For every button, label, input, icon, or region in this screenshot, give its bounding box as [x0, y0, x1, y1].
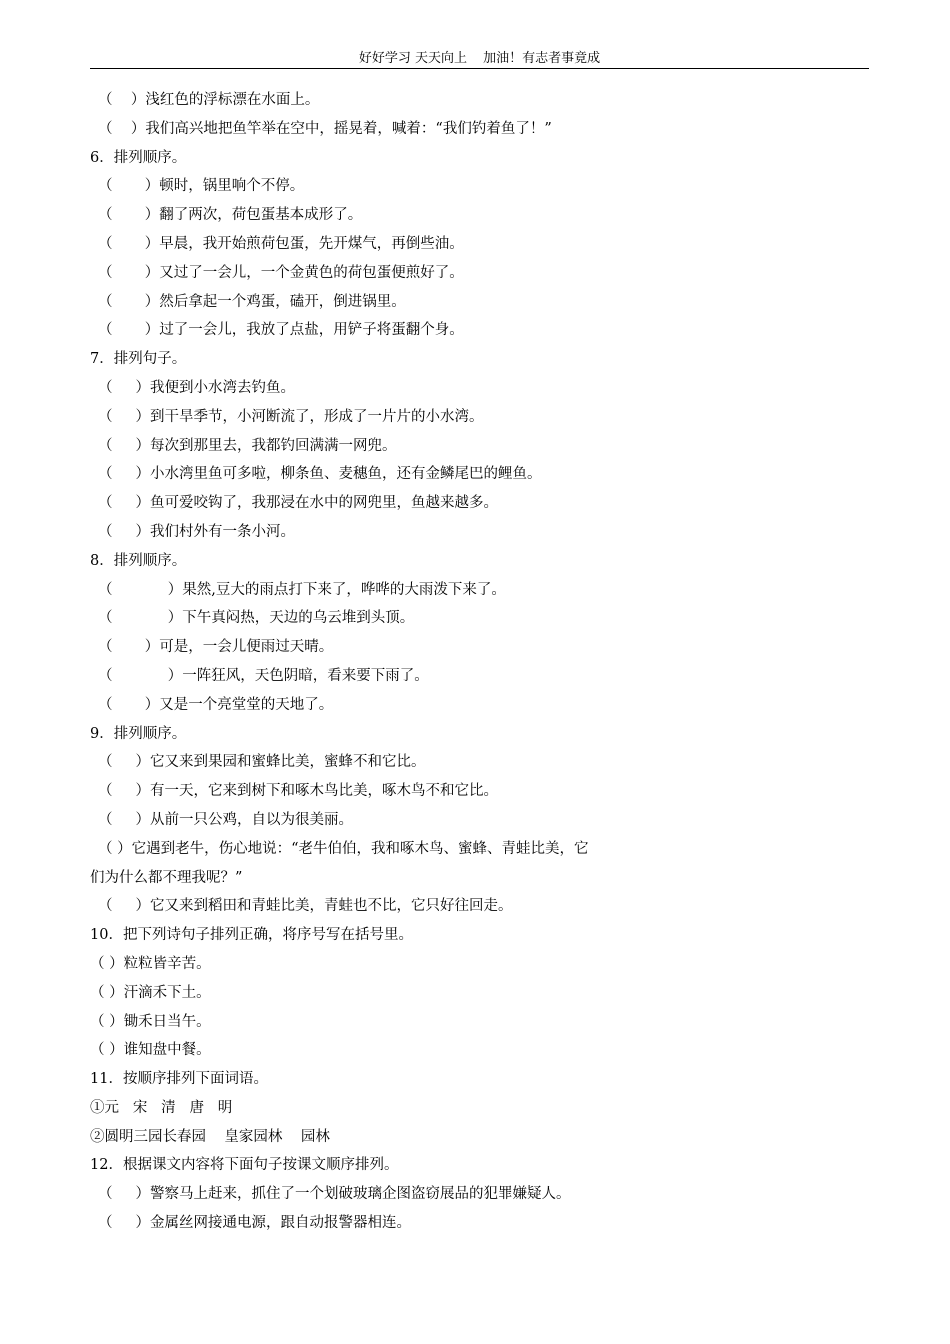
header-motto-right: 加油！有志者事竟成 [483, 51, 601, 66]
text-line: 8．排列顺序。 [90, 552, 187, 569]
text-line: （ ）汗滴禾下土。 [90, 984, 211, 1001]
header-divider [90, 68, 869, 69]
text-line: 12．根据课文内容将下面句子按课文顺序排列。 [90, 1157, 399, 1174]
page-header [90, 50, 869, 68]
text-line: （ ）早晨，我开始煎荷包蛋，先开煤气，再倒些油。 [98, 235, 464, 252]
question-block-1 [90, 86, 870, 835]
text-line: （ ）警察马上赶来，抓住了一个划破玻璃企图盗窃展品的犯罪嫌疑人。 [98, 1186, 571, 1203]
question-block-2 [90, 892, 870, 1238]
text-line: （ ）它又来到果园和蜜蜂比美，蜜蜂不和它比。 [98, 754, 426, 771]
text-line: （ ）小水湾里鱼可多啦，柳条鱼、麦穗鱼，还有金鳞尾巴的鲤鱼。 [98, 466, 542, 483]
text-line: ②圆明三园长春园 皇家园林 园林 [90, 1128, 330, 1145]
text-line: 10．把下列诗句子排列正确，将序号写在括号里。 [90, 927, 413, 944]
text-line: （ ）我们高兴地把鱼竿举在空中，摇晃着，喊着：“我们钓着鱼了！” [98, 120, 552, 137]
text-line: （ ）浅红色的浮标漂在水面上。 [98, 92, 320, 108]
text-line: 7．排列句子。 [90, 351, 187, 368]
worksheet-body [90, 86, 870, 1238]
text-line: （ ）谁知盘中餐。 [90, 1042, 211, 1059]
text-line: 11．按顺序排列下面词语。 [90, 1071, 268, 1088]
wrapped-sentence-line-2: 们为什么都不理我呢？” [90, 869, 243, 886]
text-line: ①元 宋 清 唐 明 [90, 1099, 233, 1116]
wrapped-sentence-line-1: （ ）它遇到老牛，伤心地说：“老牛伯伯，我和啄木鸟、蜜蜂、青蛙比美，它 [98, 840, 589, 857]
text-line: （ ）到干旱季节，小河断流了，形成了一片片的小水湾。 [98, 408, 484, 425]
text-line: （ ）然后拿起一个鸡蛋，磕开，倒进锅里。 [98, 293, 406, 310]
text-line: （ ）果然,豆大的雨点打下来了，哗哗的大雨泼下来了。 [98, 581, 506, 598]
text-line: （ ）翻了两次，荷包蛋基本成形了。 [98, 207, 363, 224]
text-line: （ ）锄禾日当午。 [90, 1013, 211, 1030]
text-line: 6．排列顺序。 [90, 149, 187, 166]
text-line: （ ）金属丝网接通电源，跟自动报警器相连。 [98, 1215, 412, 1232]
text-line: （ ）顿时，锅里响个不停。 [98, 178, 305, 195]
text-line: （ ）鱼可爱咬钩了，我那浸在水中的网兜里，鱼越来越多。 [98, 495, 499, 512]
text-line: （ ）有一天，它来到树下和啄木鸟比美，啄木鸟不和它比。 [98, 783, 499, 800]
text-line: 9．排列顺序。 [90, 725, 187, 742]
text-line: （ ）我便到小水湾去钓鱼。 [98, 379, 296, 396]
text-line: （ ）我们村外有一条小河。 [98, 523, 296, 540]
text-line: （ ）从前一只公鸡，自以为很美丽。 [98, 811, 354, 828]
text-line: （ ）粒粒皆辛苦。 [90, 955, 211, 972]
text-line: （ ）可是，一会儿便雨过天晴。 [98, 639, 334, 656]
text-line: （ ）每次到那里去，我都钓回满满一网兜。 [98, 437, 397, 454]
text-line: （ ）下午真闷热，天边的乌云堆到头顶。 [98, 610, 415, 627]
text-line: （ ）一阵狂风，天色阴暗，看来要下雨了。 [98, 667, 429, 684]
text-line: （ ）又过了一会儿，一个金黄色的荷包蛋便煎好了。 [98, 264, 464, 281]
text-line: （ ）又是一个亮堂堂的天地了。 [98, 696, 334, 713]
wrapped-sentence [90, 835, 698, 893]
header-motto-left: 好好学习 天天向上 [358, 51, 467, 66]
text-line: （ ）它又来到稻田和青蛙比美，青蛙也不比，它只好往回走。 [98, 898, 513, 915]
text-line: （ ）过了一会儿，我放了点盐，用铲子将蛋翻个身。 [98, 322, 464, 339]
